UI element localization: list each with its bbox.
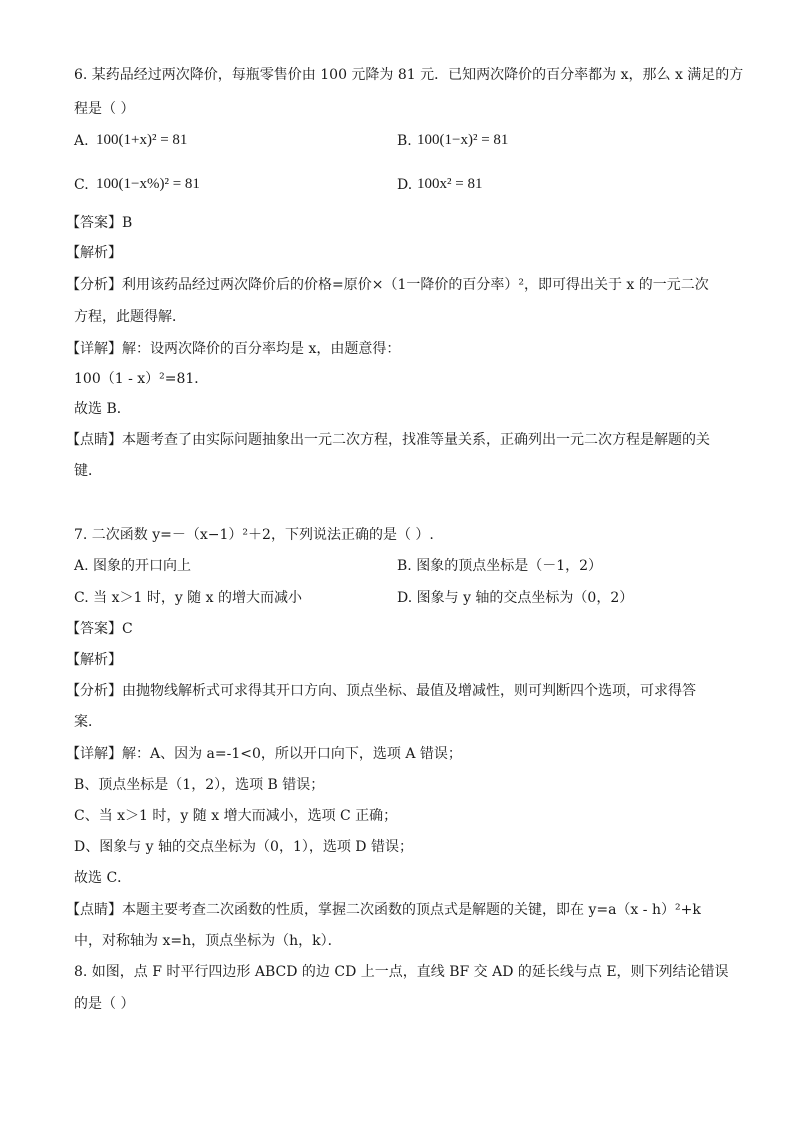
q6-option-b-label: B. <box>397 133 412 149</box>
q6-dianjing-line2: 键． <box>74 463 102 479</box>
q7-xiangjie-line2: B、顶点坐标是（1，2），选项 B 错误； <box>74 777 325 793</box>
q6-answer: 【答案】B <box>66 215 133 231</box>
q6-dianjing-line1: 【点睛】本题考查了由实际问题抽象出一元二次方程，找准等量关系，正确列出一元二次方程是解题的关 <box>66 432 710 448</box>
q6-analysis-heading: 【解析】 <box>66 245 122 261</box>
q7-option-c: C. 当 x＞1 时，y 随 x 的增大而减小 <box>74 590 302 606</box>
q6-option-c-expr: 100(1−x%)² = 81 <box>96 176 200 192</box>
q6-option-a-label: A. <box>74 133 89 149</box>
q7-option-b: B. 图象的顶点坐标是（－1，2） <box>397 558 603 574</box>
q6-stem-line1: 6. 某药品经过两次降价，每瓶零售价由 100 元降为 81 元．已知两次降价的百分率都为 x，那么 x 满足的方 <box>74 67 744 83</box>
q7-dianjing-line2: 中，对称轴为 x=h，顶点坐标为（h，k）． <box>74 933 342 949</box>
q6-option-b-expr: 100(1−x)² = 81 <box>417 132 509 148</box>
q7-xiangjie-line4: D、图象与 y 轴的交点坐标为（0，1），选项 D 错误； <box>74 839 413 855</box>
q8-stem-line2: 的是（ ） <box>74 996 135 1012</box>
q7-xiangjie-line1: 【详解】解：A、因为 a=-1<0，所以开口向下，选项 A 错误； <box>66 746 462 762</box>
q6-xiangjie-line2: 100（1 - x）²=81． <box>74 371 209 387</box>
q7-analysis-heading: 【解析】 <box>66 652 122 668</box>
q6-fenxi-line1: 【分析】利用该药品经过两次降价后的价格=原价×（1一降价的百分率）²，即可得出关于 x 的一元二次 <box>66 277 709 293</box>
q7-fenxi-line1: 【分析】由抛物线解析式可求得其开口方向、顶点坐标、最值及增减性，则可判断四个选项，可求得答 <box>66 683 696 699</box>
q7-fenxi-line2: 案． <box>74 714 102 730</box>
q7-stem: 7. 二次函数 y=－（x−1）²＋2，下列说法正确的是（ ）. <box>74 527 434 543</box>
q7-dianjing-line1: 【点睛】本题主要考查二次函数的性质，掌握二次函数的顶点式是解题的关键，即在 y=a（x - h）²+k <box>66 902 701 918</box>
q7-answer: 【答案】C <box>66 621 133 637</box>
q8-stem-line1: 8. 如图，点 F 时平行四边形 ABCD 的边 CD 上一点，直线 BF 交 AD 的延长线与点 E，则下列结论错误 <box>74 964 729 980</box>
q7-option-d: D. 图象与 y 轴的交点坐标为（0，2） <box>397 590 634 606</box>
q6-option-d-expr: 100x² = 81 <box>417 176 483 192</box>
q6-option-c-label: C. <box>74 177 89 193</box>
q7-option-a: A. 图象的开口向上 <box>74 558 192 574</box>
q6-option-a-expr: 100(1+x)² = 81 <box>96 132 188 148</box>
q6-xiangjie-line3: 故选 B． <box>74 401 131 417</box>
q7-xiangjie-line3: C、当 x＞1 时，y 随 x 增大而减小，选项 C 正确； <box>74 808 398 824</box>
q6-stem-line2: 程是（ ） <box>74 101 135 117</box>
q6-fenxi-line2: 方程，此题得解． <box>74 309 186 325</box>
q7-xiangjie-line5: 故选 C． <box>74 870 132 886</box>
q6-option-d-label: D. <box>397 177 413 193</box>
q6-xiangjie-line1: 【详解】解：设两次降价的百分率均是 x，由题意得： <box>66 341 401 357</box>
